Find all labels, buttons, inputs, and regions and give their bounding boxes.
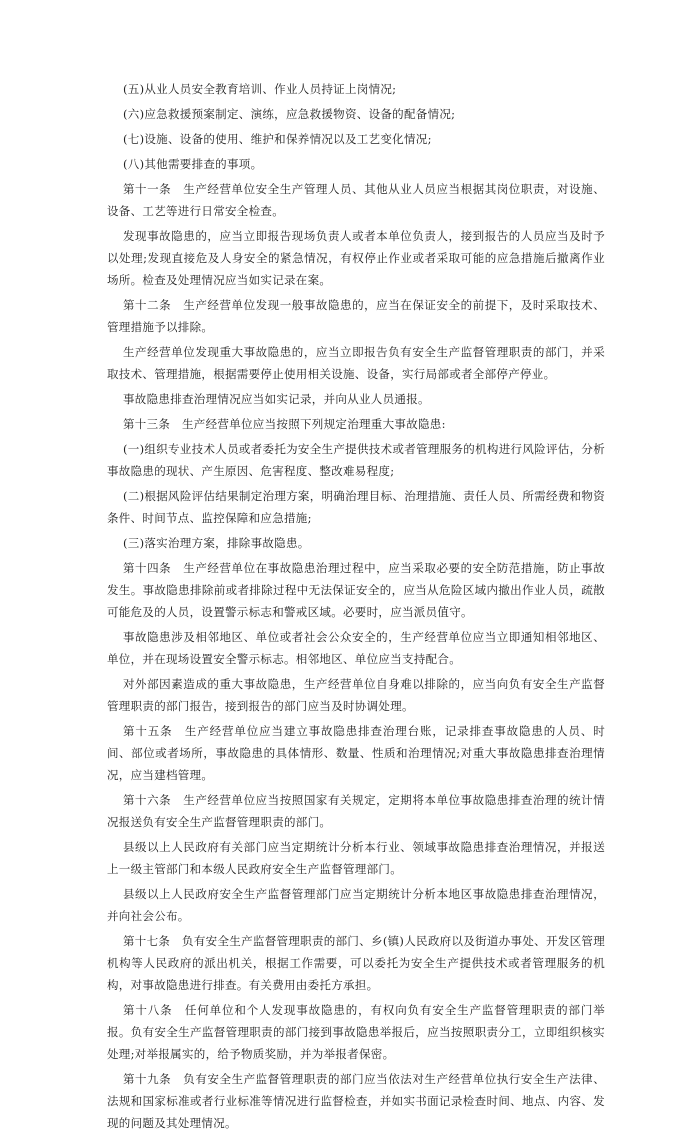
article-12-paragraph-2: 生产经营单位发现重大事故隐患的，应当立即报告负有安全生产监督管理职责的部门，并采取技术、管理措施，根据需要停止使用相关设施、设备，实行局部或者全部停产停业。 — [107, 345, 605, 381]
article-14-paragraph-2: 事故隐患涉及相邻地区、单位或者社会公众安全的，生产经营单位应当立即通知相邻地区、单位，并在现场设置安全警示标志。相邻地区、单位应当支持配合。 — [107, 630, 605, 666]
article-15: 第十五条 生产经营单位应当建立事故隐患排查治理台账，记录排查事故隐患的人员、时间、部位或者场所，事故隐患的具体情形、数量、性质和治理情况;对重大事故隐患排查治理情况，应当建档管理。 — [107, 724, 605, 782]
article-16-paragraph-2: 县级以上人民政府有关部门应当定期统计分析本行业、领域事故隐患排查治理情况，并报送上一级主管部门和本级人民政府安全生产监督管理部门。 — [107, 840, 605, 876]
paragraph-item-8: (八)其他需要排查的事项。 — [123, 157, 263, 171]
article-18: 第十八条 任何单位和个人发现事故隐患的，有权向负有安全生产监督管理职责的部门举报。负有安全生产监督管理职责的部门接到事故隐患举报后，应当按照职责分工，立即组织核实处理;对举报属实的，给予物质奖励，并为举报者保密。 — [107, 1003, 605, 1061]
article-12-paragraph-3: 事故隐患排查治理情况应当如实记录，并向从业人员通报。 — [123, 392, 430, 406]
article-13: 第十三条 生产经营单位应当按照下列规定治理重大事故隐患: — [123, 417, 446, 431]
article-16-paragraph-3: 县级以上人民政府安全生产监督管理部门应当定期统计分析本地区事故隐患排查治理情况，并向社会公布。 — [107, 887, 605, 923]
article-14-paragraph-3: 对外部因素造成的重大事故隐患，生产经营单位自身难以排除的，应当向负有安全生产监督管理职责的部门报告，接到报告的部门应当及时协调处理。 — [107, 677, 605, 713]
paragraph-item-5: (五)从业人员安全教育培训、作业人员持证上岗情况; — [123, 82, 397, 96]
article-11: 第十一条 生产经营单位安全生产管理人员、其他从业人员应当根据其岗位职责，对设施、设备、工艺等进行日常安全检查。 — [107, 182, 605, 218]
article-16: 第十六条 生产经营单位应当按照国家有关规定，定期将本单位事故隐患排查治理的统计情况报送负有安全生产监督管理职责的部门。 — [107, 793, 605, 829]
document-body — [107, 78, 605, 1137]
article-14: 第十四条 生产经营单位在事故隐患治理过程中，应当采取必要的安全防范措施，防止事故发生。事故隐患排除前或者排除过程中无法保证安全的，应当从危险区域内撤出作业人员，疏散可能危及的人员，设置警示标志和警戒区域。必要时，应当派员值守。 — [107, 561, 605, 619]
paragraph-item-7: (七)设施、设备的使用、维护和保养情况以及工艺变化情况; — [123, 132, 432, 146]
article-19: 第十九条 负有安全生产监督管理职责的部门应当依法对生产经营单位执行安全生产法律、法规和国家标准或者行业标准等情况进行监督检查，并如实书面记录检查时间、地点、内容、发现的问题及其处理情况。 — [107, 1072, 605, 1130]
article-13-item-1: (一)组织专业技术人员或者委托为安全生产提供技术或者管理服务的机构进行风险评估，分析事故隐患的现状、产生原因、危害程度、整改难易程度; — [107, 442, 605, 478]
article-13-item-3: (三)落实治理方案，排除事故隐患。 — [123, 536, 310, 550]
article-12: 第十二条 生产经营单位发现一般事故隐患的，应当在保证安全的前提下，及时采取技术、管理措施予以排除。 — [107, 298, 605, 334]
article-13-item-2: (二)根据风险评估结果制定治理方案，明确治理目标、治理措施、责任人员、所需经费和物资条件、时间节点、监控保障和应急措施; — [107, 489, 605, 525]
article-17: 第十七条 负有安全生产监督管理职责的部门、乡(镇)人民政府以及街道办事处、开发区管理机构等人民政府的派出机关，根据工作需要，可以委托为安全生产提供技术或者管理服务的机构，对事故隐患进行排查。有关费用由委托方承担。 — [107, 934, 605, 992]
paragraph-item-6: (六)应急救援预案制定、演练，应急救援物资、设备的配备情况; — [123, 107, 456, 121]
article-11-paragraph-2: 发现事故隐患的，应当立即报告现场负责人或者本单位负责人，接到报告的人员应当及时予以处理;发现直接危及人身安全的紧急情况，有权停止作业或者采取可能的应急措施后撤离作业场所。检查及处理情况应当如实记录在案。 — [107, 229, 605, 287]
